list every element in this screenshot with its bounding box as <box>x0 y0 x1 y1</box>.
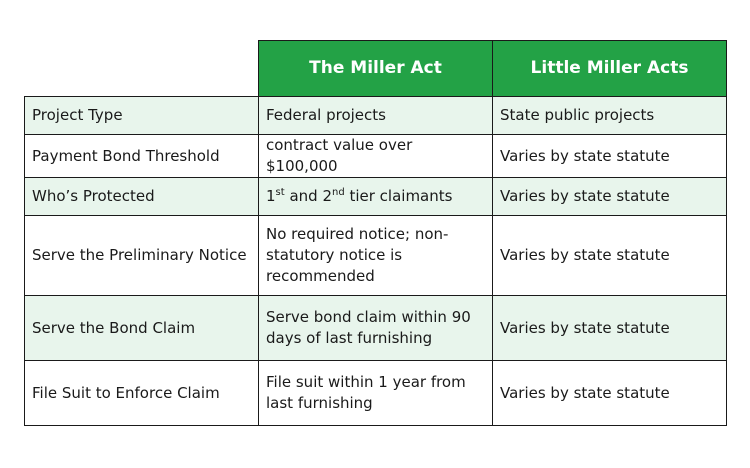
miller-file-suit: File suit within 1 year from last furnishing <box>259 361 493 426</box>
miller-whos-protected <box>259 178 493 216</box>
table-row <box>25 216 727 296</box>
table-header <box>25 41 727 97</box>
little-miller-bond-threshold: Varies by state statute <box>493 135 727 178</box>
table-row <box>25 135 727 178</box>
tier-1-suffix: st <box>275 187 285 198</box>
tier-2-suffix: nd <box>332 187 345 198</box>
miller-preliminary-notice: No required notice; non-statutory notice is recommended <box>259 216 493 296</box>
empty-corner-cell <box>25 41 259 97</box>
miller-bond-claim: Serve bond claim within 90 days of last furnishing <box>259 296 493 361</box>
little-miller-preliminary-notice: Varies by state statute <box>493 216 727 296</box>
row-label-bond-threshold: Payment Bond Threshold <box>25 135 259 178</box>
header-miller-act: The Miller Act <box>259 41 493 97</box>
row-label-bond-claim: Serve the Bond Claim <box>25 296 259 361</box>
little-miller-project-type: State public projects <box>493 97 727 135</box>
little-miller-whos-protected: Varies by state statute <box>493 178 727 216</box>
table-row <box>25 361 727 426</box>
miller-project-type: Federal projects <box>259 97 493 135</box>
tier-2-number: and 2 <box>284 187 332 205</box>
table-row <box>25 296 727 361</box>
little-miller-file-suit: Varies by state statute <box>493 361 727 426</box>
comparison-table <box>24 40 727 426</box>
tier-claimants-text: tier claimants <box>344 187 453 205</box>
miller-bond-threshold: contract value over $100,000 <box>259 135 493 178</box>
table-row <box>25 178 727 216</box>
table-row <box>25 97 727 135</box>
row-label-file-suit: File Suit to Enforce Claim <box>25 361 259 426</box>
row-label-whos-protected: Who’s Protected <box>25 178 259 216</box>
tier-1-number: 1 <box>266 187 276 205</box>
header-little-miller-acts: Little Miller Acts <box>493 41 727 97</box>
row-label-preliminary-notice: Serve the Preliminary Notice <box>25 216 259 296</box>
row-label-project-type: Project Type <box>25 97 259 135</box>
little-miller-bond-claim: Varies by state statute <box>493 296 727 361</box>
